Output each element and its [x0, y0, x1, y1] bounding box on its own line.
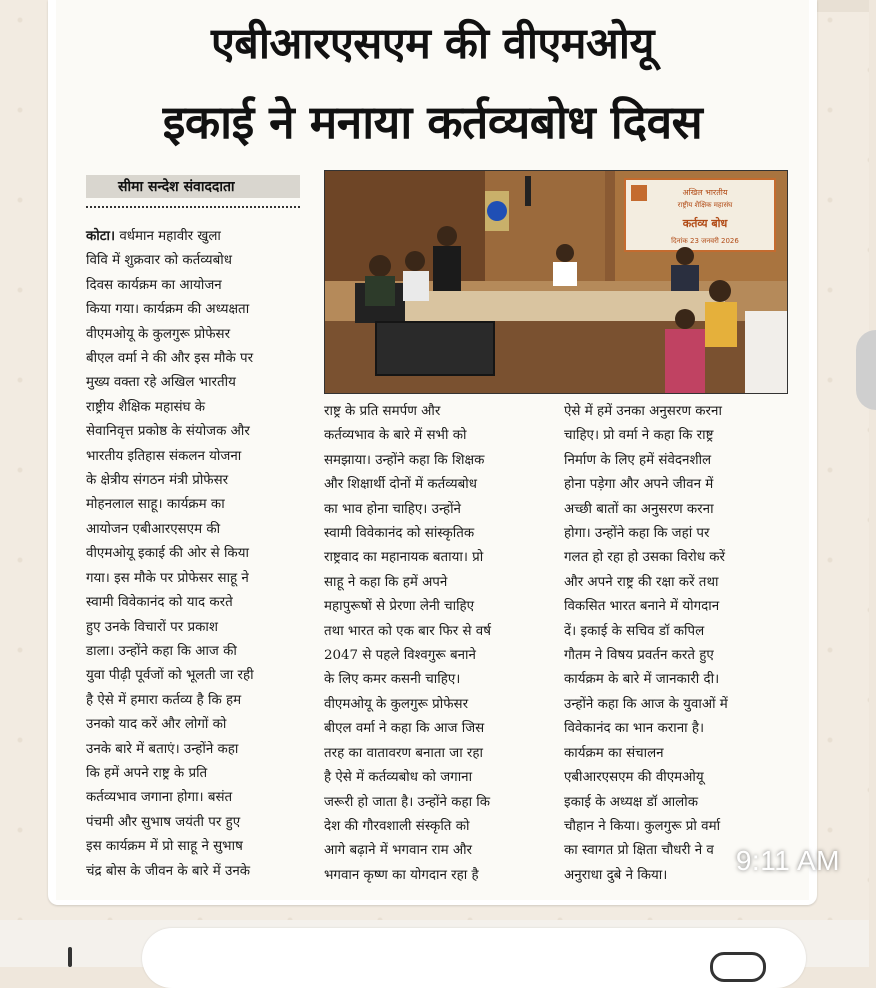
byline-divider — [86, 206, 300, 208]
event-photo — [324, 170, 788, 394]
banner-line-4: दिनांक 23 जनवरी 2026 — [671, 237, 739, 245]
attach-icon[interactable] — [68, 947, 72, 967]
sticker-icon[interactable] — [710, 952, 766, 982]
scroll-handle[interactable] — [856, 330, 876, 410]
message-timestamp: 9:11 AM — [735, 845, 840, 876]
headline-line-1: एबीआरएसएम की वीएमओयू — [211, 19, 654, 69]
byline: सीमा सन्देश संवाददाता — [86, 175, 300, 198]
banner-line-3: कर्तव्य बोध — [682, 217, 728, 230]
top-edge — [817, 0, 869, 12]
image-message-bubble[interactable] — [48, 0, 840, 905]
event-photo-illustration — [325, 171, 787, 393]
article-column-3: ऐसे में हमें उनका अनुसरण करना चाहिए। प्रो वर्मा ने कहा कि राष्ट्र निर्माण के लिए हमें संवेदनशील होना पड़ेगा और अपने जीवन में अच्छी बातों का अनुसरण करना होगा। उन्होंने कहा कि जहां पर गलत हो रहा हो उसका विरोध करें और अपने राष्ट्र की रक्षा करें तथा विकसित भारत बनाने में योगदान दें। इकाई के सचिव डॉ कपिल गौतम ने विषय प्रवर्तन करते हुए कार्यक्रम के बारे में जानकारी दी। उन्होंने कहा कि आज के युवाओं में विवेकानंद का भान कराना है। कार्यक्रम का संचालन एबीआरएसएम की वीएमओयू इकाई के अध्यक्ष डॉ आलोक चौहान ने किया। कुलगुरू प्रो वर्मा का स्वागत प्रो क्षिता चौधरी ने व अनुराधा दुबे ने किया। — [564, 404, 728, 883]
banner-line-2: राष्ट्रीय शैक्षिक महासंघ — [677, 201, 733, 209]
article-column-2: राष्ट्र के प्रति समर्पण और कर्तव्यभाव के बारे में सभी को समझाया। उन्होंने कहा कि शिक्षक और शिक्षार्थी दोनों में कर्तव्यबोध का भाव होना चाहिए। उन्होंने स्वामी विवेकानंद को सांस्कृतिक राष्ट्रवाद का महानायक बताया। प्रो साहू ने कहा कि हमें अपने महापुरूषों से प्रेरणा लेनी चाहिए तथा भारत को एक बार फिर से वर्ष 2047 से पहले विश्वगुरू बनाने के लिए कमर कसनी चाहिए। वीएमओयू के कुलगुरू प्रोफेसर बीएल वर्मा ने कहा कि आज जिस तरह का वातावरण बनाता जा रहा है ऐसे में कर्तव्यबोध को जगाना जरूरी हो जाता है। उन्होंने कहा कि देश की गौरवशाली संस्कृति को आगे बढ़ाने में भगवान राम और भगवान कृष्ण का योगदान रहा है — [324, 404, 491, 883]
dateline: कोटा। — [86, 228, 116, 244]
newspaper-clipping-image[interactable] — [56, 0, 809, 900]
headline-line-2: इकाई ने मनाया कर्तव्यबोध दिवस — [162, 95, 703, 149]
column-1-text: वर्धमान महावीर खुला विवि में शुक्रवार को कर्तव्यबोध दिवस कार्यक्रम का आयोजन किया गया। कार्यक्रम की अध्यक्षता वीएमओयू के कुलगुरू प्रोफेसर बीएल वर्मा ने की और इस मौके पर मुख्य वक्ता रहे अखिल भारतीय राष्ट्रीय शैक्षिक महासंघ के सेवानिवृत्त प्रकोष्ठ के संयोजक और भारतीय इतिहास संकलन योजना के क्षेत्रीय संगठन मंत्री प्रोफेसर मोहनलाल साहू। कार्यक्रम का आयोजन एबीआरएसएम की वीएमओयू इकाई की ओर से किया गया। इस मौके पर प्रोफेसर साहू ने स्वामी विवेकानंद को याद करते हुए उनके विचारों पर प्रकाश डाला। उन्होंने कहा कि आज की युवा पीढ़ी पूर्वजों को भूलती जा रही है ऐसे में हमारा कर्तव्य है कि हम उनको याद करें और लोगों को उनके बारे में बताएं। उन्होंने कहा कि हमें अपने राष्ट्र के प्रति कर्तव्यभाव जगाना होगा। बसंत पंचमी और सुभाष जयंती पर हुए इस कार्यक्रम में प्रो साहू ने सुभाष चंद्र बोस के जीवन के बारे में उनके — [86, 229, 254, 879]
message-input[interactable] — [142, 928, 806, 988]
banner-line-1: अखिल भारतीय — [682, 188, 728, 197]
article-column-1 — [86, 224, 304, 884]
